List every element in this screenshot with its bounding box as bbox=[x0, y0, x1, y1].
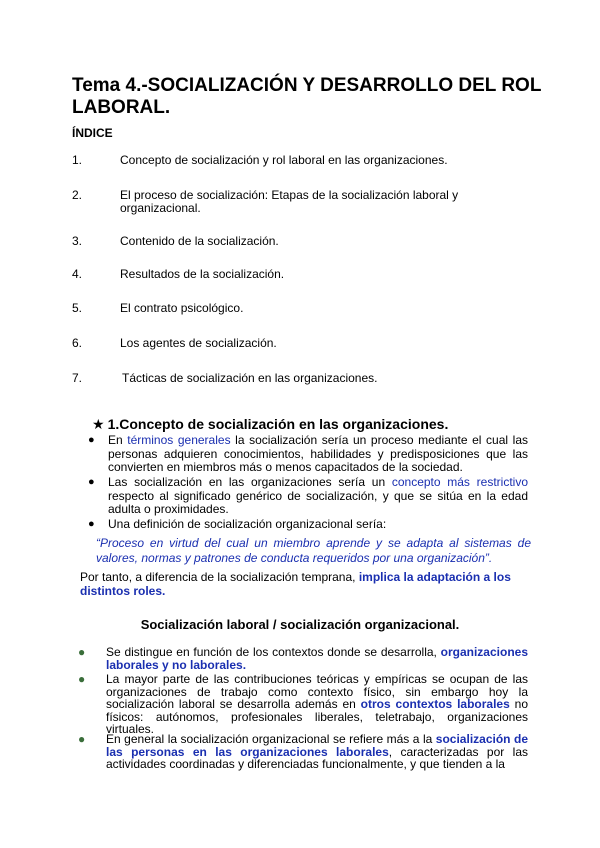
conclusion-paragraph bbox=[80, 570, 532, 598]
toc-number: 5. bbox=[72, 301, 83, 315]
section-heading-text: 1.Concepto de socialización en las organizaciones. bbox=[107, 416, 449, 432]
toc-text: Contenido de la socialización. bbox=[120, 234, 279, 248]
highlight-text: organizaciones laborales y no laborales. bbox=[106, 645, 528, 672]
text: no físicos: autónomos, profesionales liberales, teletrabajo, organizaciones virtuales. bbox=[106, 697, 528, 736]
text: , caracterizadas por las actividades coordinadas y diferenciadas funcionalmente, y que tienden a la bbox=[106, 744, 528, 771]
highlight-text: concepto más restrictivo bbox=[391, 475, 528, 489]
text: Las socialización en las organizaciones sería un bbox=[108, 475, 392, 489]
bullet-icon: ● bbox=[88, 518, 95, 530]
highlight-text: socialización de las personas en las organizaciones laborales bbox=[106, 732, 528, 759]
star-icon: ★ bbox=[92, 416, 105, 432]
toc-number: 6. bbox=[72, 336, 83, 350]
highlight-text: otros contextos laborales bbox=[360, 697, 510, 711]
bullet-icon: ● bbox=[78, 732, 86, 746]
text: la socialización sería un proceso mediante el cual las personas adquieren conocimientos, habilidades y predisposiciones que las convierten en miembros más o menos capacitados de la sociedad. bbox=[108, 433, 528, 474]
toc-text: Concepto de socialización y rol laboral en las organizaciones. bbox=[120, 153, 448, 167]
text: En bbox=[108, 433, 128, 447]
toc-number: 2. bbox=[72, 188, 83, 202]
toc-number: 3. bbox=[72, 234, 83, 248]
toc-text: Resultados de la socialización. bbox=[120, 267, 285, 281]
definition-quote: “Proceso en virtud del cual un miembro aprende y se adapta al sistemas de valores, normas y patrones de conducta requeridos por una organización”. bbox=[96, 536, 531, 565]
text: Una definición de socialización organizacional sería: bbox=[108, 517, 387, 531]
highlight-text: términos generales bbox=[127, 433, 231, 447]
text: respecto al significado genérico de socialización, y que se sitúa en la edad adulta o proximidades. bbox=[108, 488, 528, 516]
bullet-icon: ● bbox=[88, 476, 95, 488]
bullet-icon: ● bbox=[78, 672, 86, 686]
text: Por tanto, a diferencia de la socialización temprana, bbox=[80, 570, 359, 584]
toc-number: 1. bbox=[72, 153, 83, 167]
subsection-heading: Socialización laboral / socialización organizacional. bbox=[140, 617, 460, 632]
bullet-icon: ● bbox=[88, 434, 95, 446]
text: Se distingue en función de los contextos donde se desarrolla, bbox=[106, 645, 441, 659]
toc-text: Los agentes de socialización. bbox=[120, 336, 277, 350]
highlight-text: implica la adaptación a los distintos roles. bbox=[80, 570, 511, 598]
bullet-icon: ● bbox=[78, 645, 86, 659]
page-title: Tema 4.-SOCIALIZACIÓN Y DESARROLLO DEL ROL LABORAL. bbox=[72, 75, 542, 118]
toc-number: 7. bbox=[72, 371, 83, 385]
section-heading bbox=[92, 416, 448, 433]
toc-text: Tácticas de socialización en las organizaciones. bbox=[122, 371, 378, 385]
text: La mayor parte de las contribuciones teóricas y empíricas se ocupan de las organizaciones de trabajo como contexto físico, sin embargo hoy la socialización laboral se desarrolla además en bbox=[106, 672, 528, 711]
toc-number: 4. bbox=[72, 267, 83, 281]
toc-text: El contrato psicológico. bbox=[120, 301, 244, 315]
index-label: ÍNDICE bbox=[72, 126, 113, 140]
text: En general la socialización organizacional se refiere más a la bbox=[106, 732, 436, 746]
toc-text: El proceso de socialización: Etapas de la socialización laboral y organizacional. bbox=[120, 188, 459, 215]
